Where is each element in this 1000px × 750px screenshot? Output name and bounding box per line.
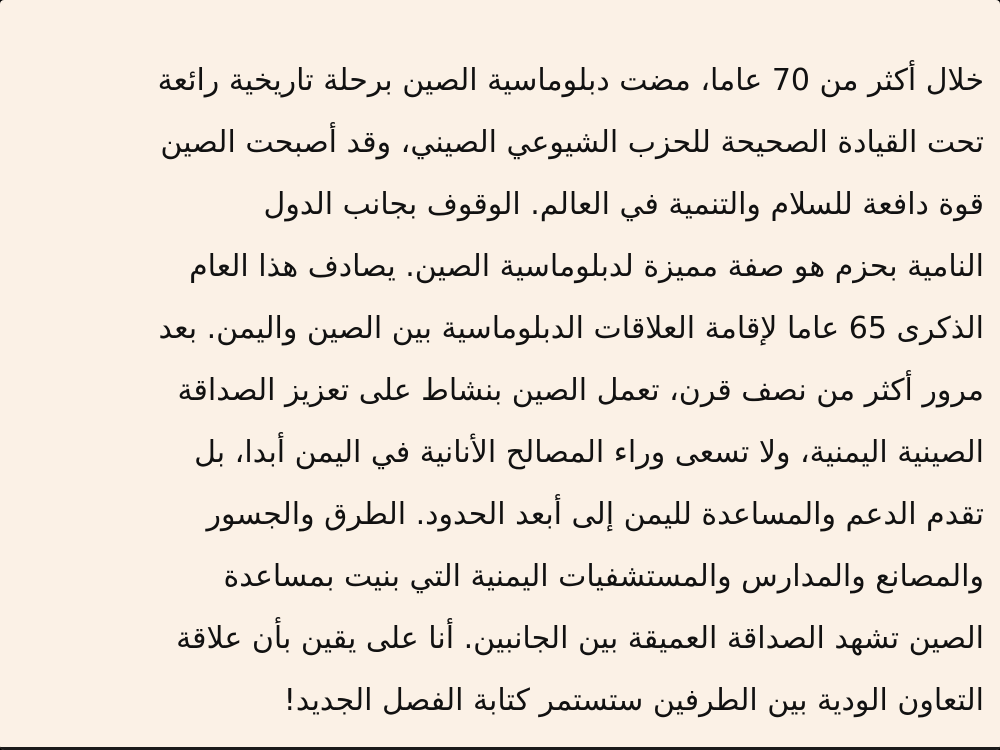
text-line-11: التعاون الودية بين الطرفين ستستمر كتابة الفصل الجديد! bbox=[283, 683, 984, 718]
text-line-4: النامية بحزم هو صفة مميزة لدبلوماسية الصين. يصادف هذا العام bbox=[189, 249, 984, 284]
text-line-10: الصين تشهد الصداقة العميقة بين الجانبين. أنا على يقين بأن علاقة bbox=[176, 621, 984, 656]
text-line-7: الصينية اليمنية، ولا تسعى وراء المصالح الأنانية في اليمن أبدا، بل bbox=[194, 435, 984, 470]
text-line-3: قوة دافعة للسلام والتنمية في العالم. الوقوف بجانب الدول bbox=[263, 187, 984, 222]
text-line-9: والمصانع والمدارس والمستشفيات اليمنية التي بنيت بمساعدة bbox=[223, 559, 984, 594]
text-line-2: تحت القيادة الصحيحة للحزب الشيوعي الصيني، وقد أصبحت الصين bbox=[160, 125, 984, 160]
text-line-8: تقدم الدعم والمساعدة لليمن إلى أبعد الحدود. الطرق والجسور bbox=[206, 497, 984, 532]
text-line-1: خلال أكثر من 70 عاما، مضت دبلوماسية الصين برحلة تاريخية رائعة bbox=[157, 63, 984, 98]
text-line-5: الذكرى 65 عاما لإقامة العلاقات الدبلوماسية بين الصين واليمن. بعد bbox=[158, 311, 984, 346]
text-line-6: مرور أكثر من نصف قرن، تعمل الصين بنشاط على تعزيز الصداقة bbox=[177, 373, 984, 408]
paragraph bbox=[12, 50, 984, 732]
